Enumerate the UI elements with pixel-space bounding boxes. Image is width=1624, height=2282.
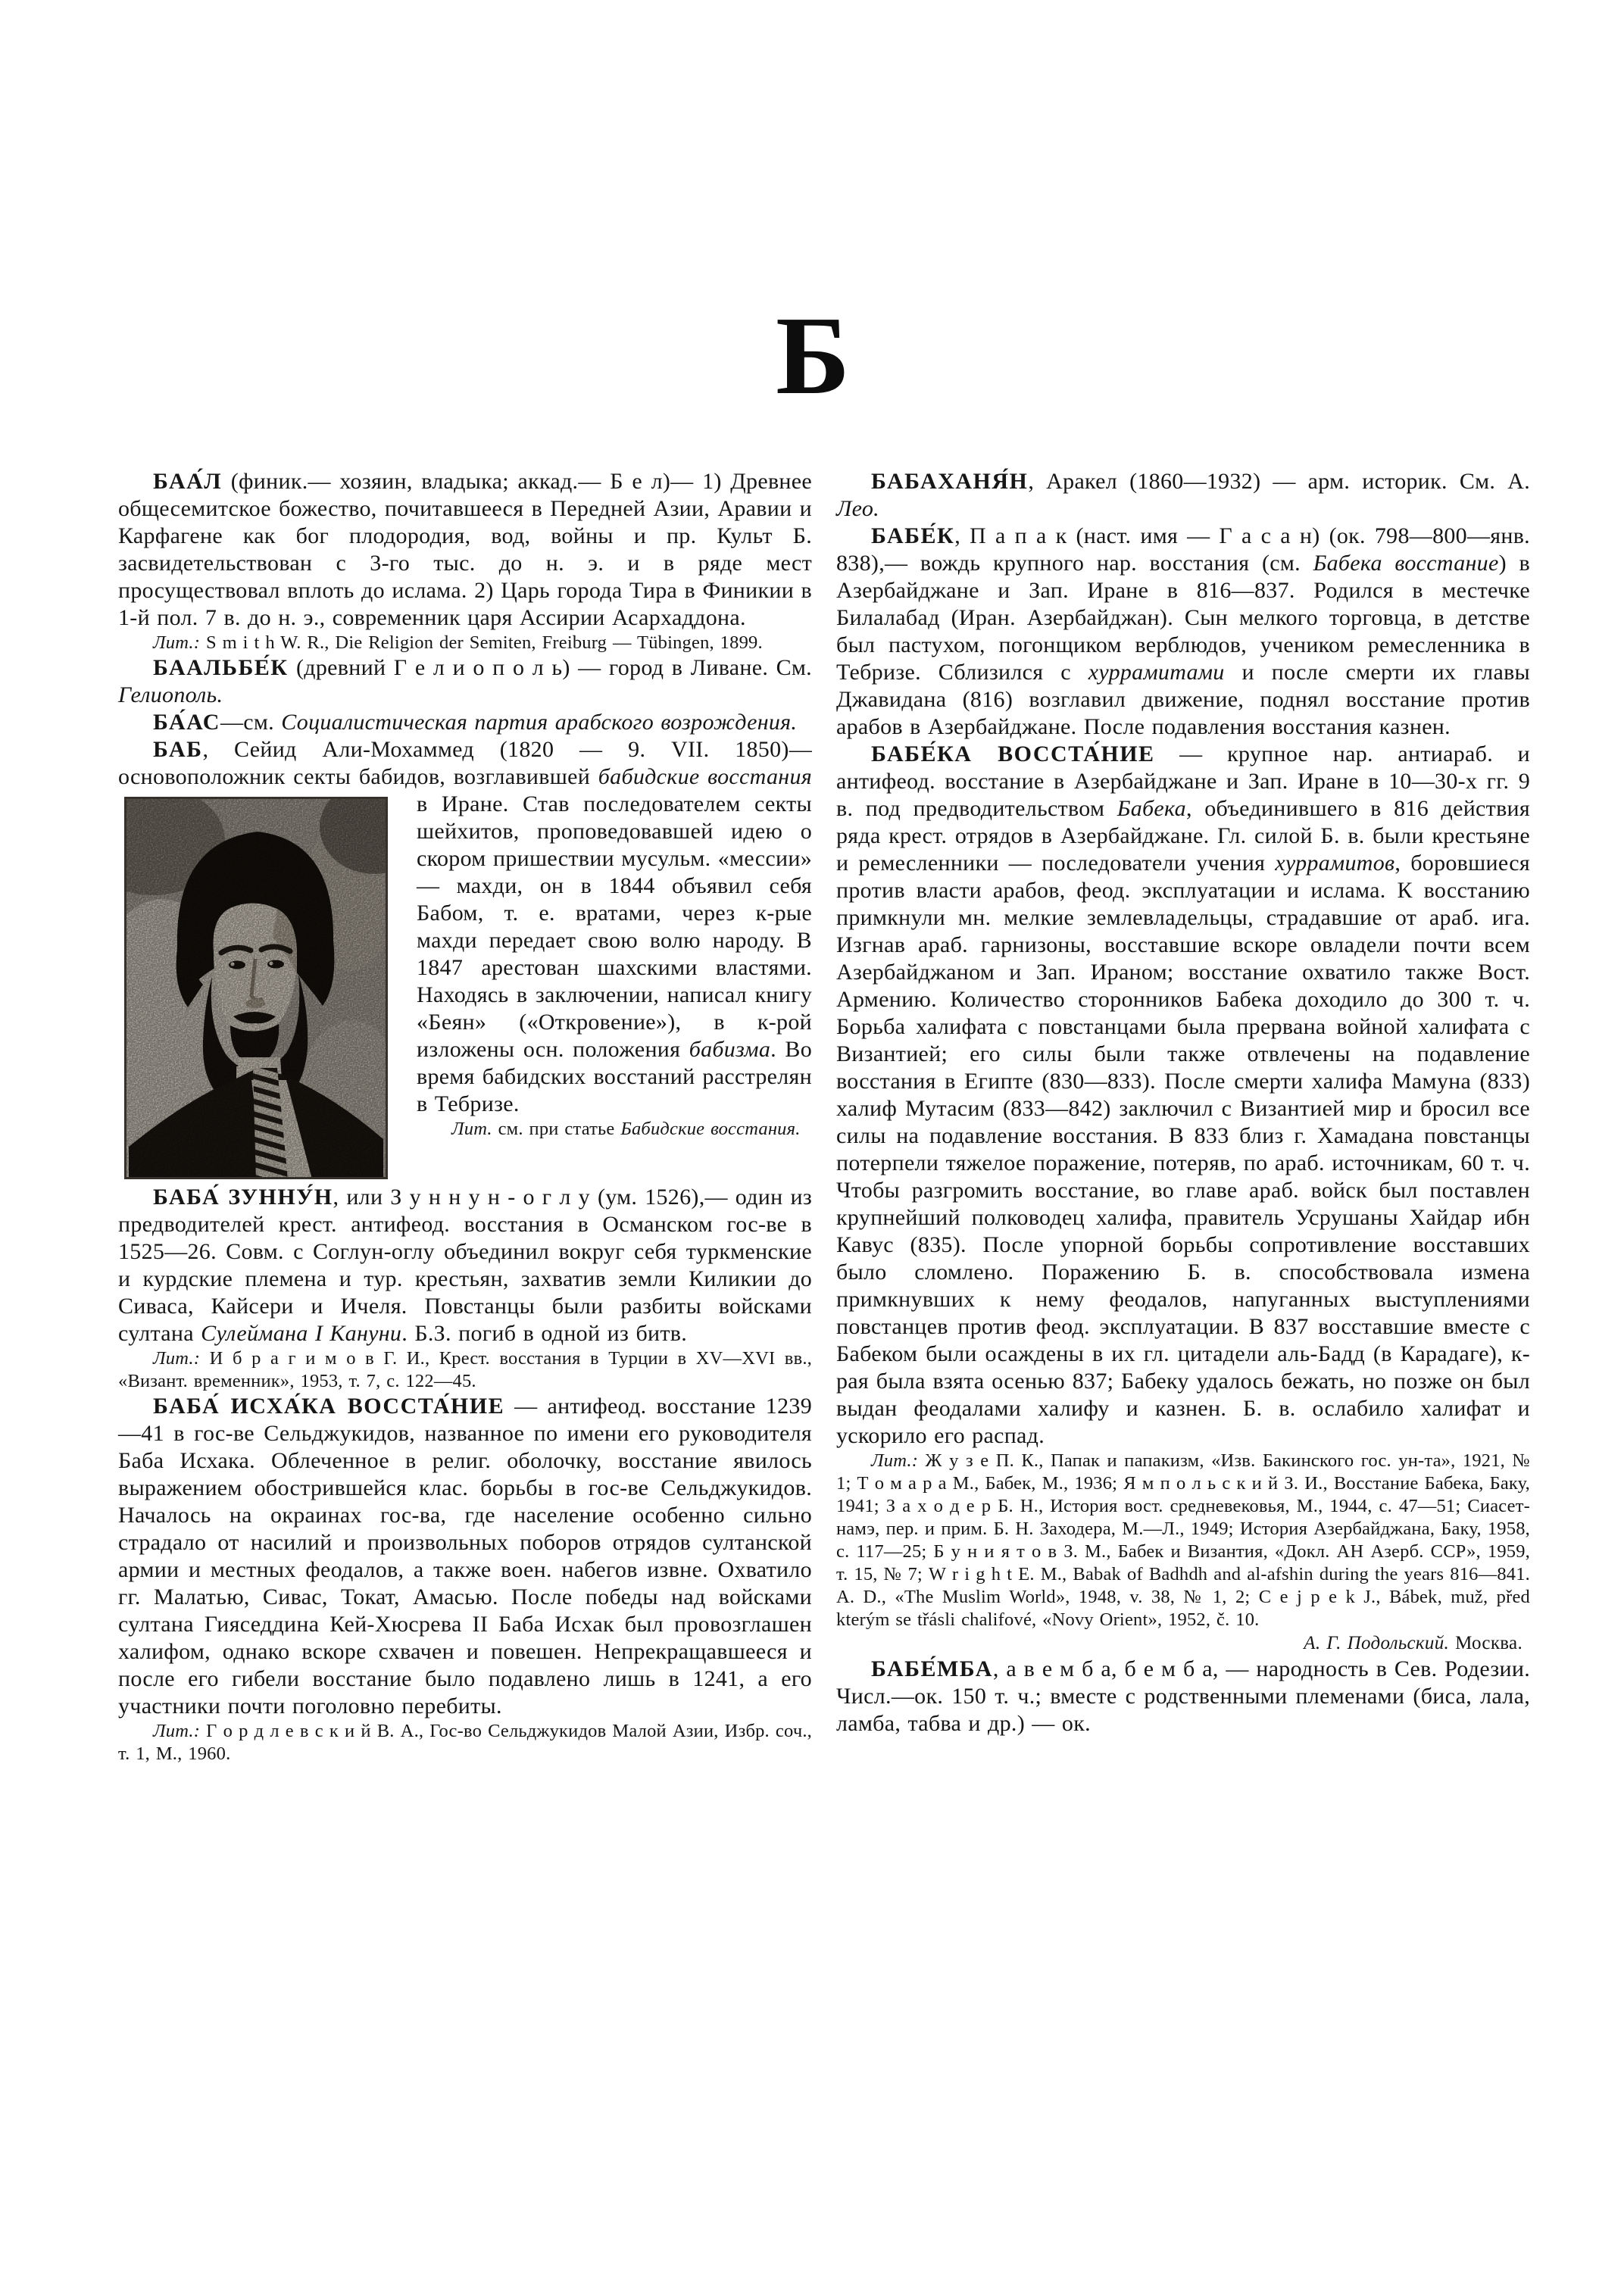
text-run: Бабидские восстания. [620,1119,801,1139]
text-run: см. при статье [492,1119,621,1139]
text-run: Москва. [1449,1633,1522,1653]
entry-term: БАБ [153,737,203,762]
entry-term: БАБЕ́К [871,523,955,548]
text-run: в Иране. [417,791,523,816]
lit-baba-iskhaka [118,1720,812,1765]
article-baba-iskhaka-vosstanie [118,1393,812,1720]
article-baalbek [118,654,812,709]
entry-term: БАА́Л [153,469,223,494]
article-babeka-vosstanie [836,741,1530,1450]
text-run: , объединившего в 816 действия ряда крест. отрядов в Азербайджане. Гл. силой Б. в. были крестьяне и ремесленники — последователи учения [836,796,1530,876]
text-run: Социалистическая партия арабского возрождения. [281,710,798,735]
text-run: бабизма [689,1037,771,1062]
entry-term: БАБА́ ЗУННУ́Н [153,1185,333,1210]
text-run: Лео. [836,496,879,521]
entry-term: БААЛЬБЕ́К [153,655,289,680]
column-right [836,468,1530,1737]
text-run: , боровшиеся против власти арабов, феод. эксплуатации и ислама. К восстанию примкнули мн. мелкие землевладельцы, страдавшие от араб. ига. Изгнав араб. гарнизоны, восставшие вскоре овладели почти всем Азербайджаном и Зап. Ираном; восстание охватило также Вост. Армению. Количество сторонников Бабека доходило до 300 т. ч. Борьба халифата с повстанцами была прервана войной халифата с Византией; его силы были также отвлечены на подавление восстания в Египте (830—833). После смерти халифа Мамуна (833) халиф Мутасим (833—842) заключил с Византией мир и бросил все силы на подавление восстания. В 833 близ г. Хамадана повстанцы потерпели тяжелое поражение, потеряв, по араб. источникам, 60 т. ч. Чтобы разгромить восстание, во главе араб. войск был поставлен крупнейший полководец халифа, правитель Усрушаны Хайдар ибн Кавус (835). После упорной борьбы сопротивление восставших было сломлено. Поражению Б. в. способствовала измена примкнувших к нему феодалов, напуганных выступлениями повстанцев против феод. эксплуатации. В 837 восставшие вместе с Бабеком были осаждены в их гл. цитадели аль-Бадд (в Карадаге), к-рая была взята осенью 837; Бабеку удалось бежать, но позже он был выдан феодалами халифу и казнен. Б. в. ослабило халифат и ускорило его распад. [836,851,1530,1448]
text-run: , или З у н н у н - о г л у (ум. 1526),— один из предводителей крест. антифеод. восстания в Османском гос-ве в 1525—26. Совм. с Соглун-оглу объединил вокруг себя туркменские и курдские племена и тур. крестьян, захватив земли Киликии до Сиваса, Кайсери и Ичеля. Повстанцы были разбиты войсками султана [118,1185,812,1346]
text-run: (древний Г е л и о п о л ь) — город в Ливане. См. [288,655,812,680]
text-run: . Б.З. погиб в одной из битв. [401,1321,688,1346]
article-babakhanyan [836,468,1530,523]
text-run: — крупное нар. антиараб. и антифеод. восстание в Азербайджане и Зап. Иране в 10—30-х гг. 9 в. под предводительством [836,741,1530,821]
entry-term: БАБЕ́КА ВОССТА́НИЕ [871,741,1155,766]
text-run: Гелиополь. [118,682,223,707]
text-run: А. Г. Подольский. [1304,1633,1450,1653]
text-run: —см. [220,710,282,735]
text-run: Бабека восстание [1313,551,1499,576]
text-run: Лит.: [153,632,201,653]
text-run: хуррамитами [1088,660,1225,685]
text-run: и после смерти их главы Джавидана (816) возглавил движение, поднял восстание против арабов в Азербайджане. После подавления восстания казнен. [836,660,1530,739]
text-run: бабидские восстания [598,764,812,789]
text-run: Бабека [1116,796,1186,821]
text-run: хуррамитов [1275,851,1395,876]
text-run: Лит.: [871,1450,919,1471]
article-baba-zunnun [118,1184,812,1347]
lit-babeka-vosstanie [836,1450,1530,1631]
entry-term: БАБАХАНЯ́Н [871,469,1029,494]
text-run: Лит.: [153,1721,201,1741]
text-run: . Во время бабидских восстаний расстрелян в Тебризе. [417,1037,812,1116]
article-babek [836,523,1530,741]
section-letter-heading: Б [776,294,850,418]
text-run: (финик.— хозяин, владыка; аккад.— Б е л)— 1) Древнее общесемитское божество, почитавшееся в Передней Азии, Аравии и Карфагене как бог плодородия, вод, войны и пр. Культ Б. засвидетельствован с 3-го тыс. до н. э. и в ряде мест просуществовал вплоть до ислама. 2) Царь города Тира в Финикии в 1-й пол. 7 в. до н. э., современник царя Ассирии Асархаддона. [118,469,812,630]
entry-term: БАБЕ́МБА [871,1656,993,1681]
text-run: S m i t h W. R., Die Religion der Semiten, Freiburg — Tübingen, 1899. [200,632,763,653]
text-run: Сулеймана I Кануни [201,1321,402,1346]
lit-baba-zunnun [118,1347,812,1393]
entry-term: БА́АС [153,710,220,735]
article-baal [118,468,812,632]
text-run: — антифеод. восстание 1239—41 в гос-ве Сельджукидов, названное по имени его руководителя Баба Исхака. Облеченное в религ. оболочку, восстание явилось выражением обострившейся клас. борьбы в гос-ве Сельджукидов. Началось на окраинах гос-ва, где население особенно сильно страдало от насилий и произвольных поборов отрядов султанской армии и местных феодалов, а также воен. набегов извне. Охватило гг. Малатью, Сивас, Токат, Амасью. После победы над войсками султана Гияседдина Кей-Хюсрева II Баба Исхак был провозглашен халифом, однако вскоре схвачен и повешен. Непрекращавшееся и после его гибели восстание было подавлено лишь в 1241, а его участники почти поголовно перебиты. [118,1394,812,1719]
article-baas [118,709,812,736]
entry-term: БАБА́ ИСХА́КА ВОССТА́НИЕ [153,1394,505,1419]
text-run: , Аракел (1860—1932) — арм. историк. См. А. [1028,469,1530,494]
signature-podolsky [836,1631,1530,1656]
text-run: Лит. [451,1119,492,1139]
lit-baal [118,632,812,654]
text-run: Став последователем секты шейхитов, проповедовавшей идею о скором пришествии мусульм. «мессии» — махди, он в 1844 объявил себя Бабом, т. е. вратами, через к-рые махди передает свою волю народу. В 1847 арестован шахскими властями. Находясь в заключении, написал книгу «Беян» («Откровение»), в к-рой изложены осн. положения [417,791,813,1062]
text-run: ) в Азербайджане и Зап. Иране в 816—837. Родился в местечке Билалабад (Иран. Азербайджан). Сын мелкого торговца, в детстве был пастухом, погонщиком верблюдов, учеником ремесленника в Тебризе. Сблизился с [836,551,1530,685]
text-run: , а в е м б а, б е м б а, — народность в Сев. Родезии. Числ.—ок. 150 т. ч.; вместе с родственными племенами (биса, лала, ламба, табва и др.) — ок. [836,1656,1530,1736]
text-run: Лит.: [153,1348,201,1369]
text-run: Ж у з е П. К., Папак и папакизм, «Изв. Бакинского гос. ун-та», 1921, № 1; Т о м а р а М., Бабек, М., 1936; Я м п о л ь с к и й З. И., Восстание Бабека, Баку, 1941; З а х о д е р Б. Н., История вост. средневековья, М., 1944, с. 47—51; Сиасет-намэ, пер. и прим. Б. Н. Заходера, М.—Л., 1949; История Азербайджана, Баку, 1958, с. 117—25; Б у н и я т о в З. М., Бабек и Византия, «Докл. АН Азерб. ССР», 1959, т. 15, № 7; W r i g h t E. M., Babak of Badhdh and al-afshin during the years 816—841. A. D., «The Muslim World», 1948, v. 38, № 1, 2; C e j p e k J., Bábek, muž, před kterým se třásli chalifové, «Novy Orient», 1952, č. 10. [836,1450,1530,1630]
text-run: , Сейид Али-Мохаммед (1820 — 9. VII. 1850)— основоположник секты бабидов, возглавившей [118,737,812,789]
column-left [118,468,812,1765]
bab-portrait-photo [124,797,388,1179]
text-run: , П а п а к (наст. имя — Г а с а н) (ок. 798—800—янв. 838),— вождь крупного нар. восстания (см. [836,523,1530,576]
text-run: Г о р д л е в с к и й В. А., Гос-во Сельджукидов Малой Азии, Избр. соч., т. 1, М., 1960. [118,1721,812,1764]
article-babemba [836,1656,1530,1737]
article-bab [118,736,812,1118]
text-run: И б р а г и м о в Г. И., Крест. восстания в Турции в XV—XVI вв., «Визант. временник», 1953, т. 7, с. 122—45. [118,1348,812,1391]
bab-portrait-image [124,797,388,1179]
